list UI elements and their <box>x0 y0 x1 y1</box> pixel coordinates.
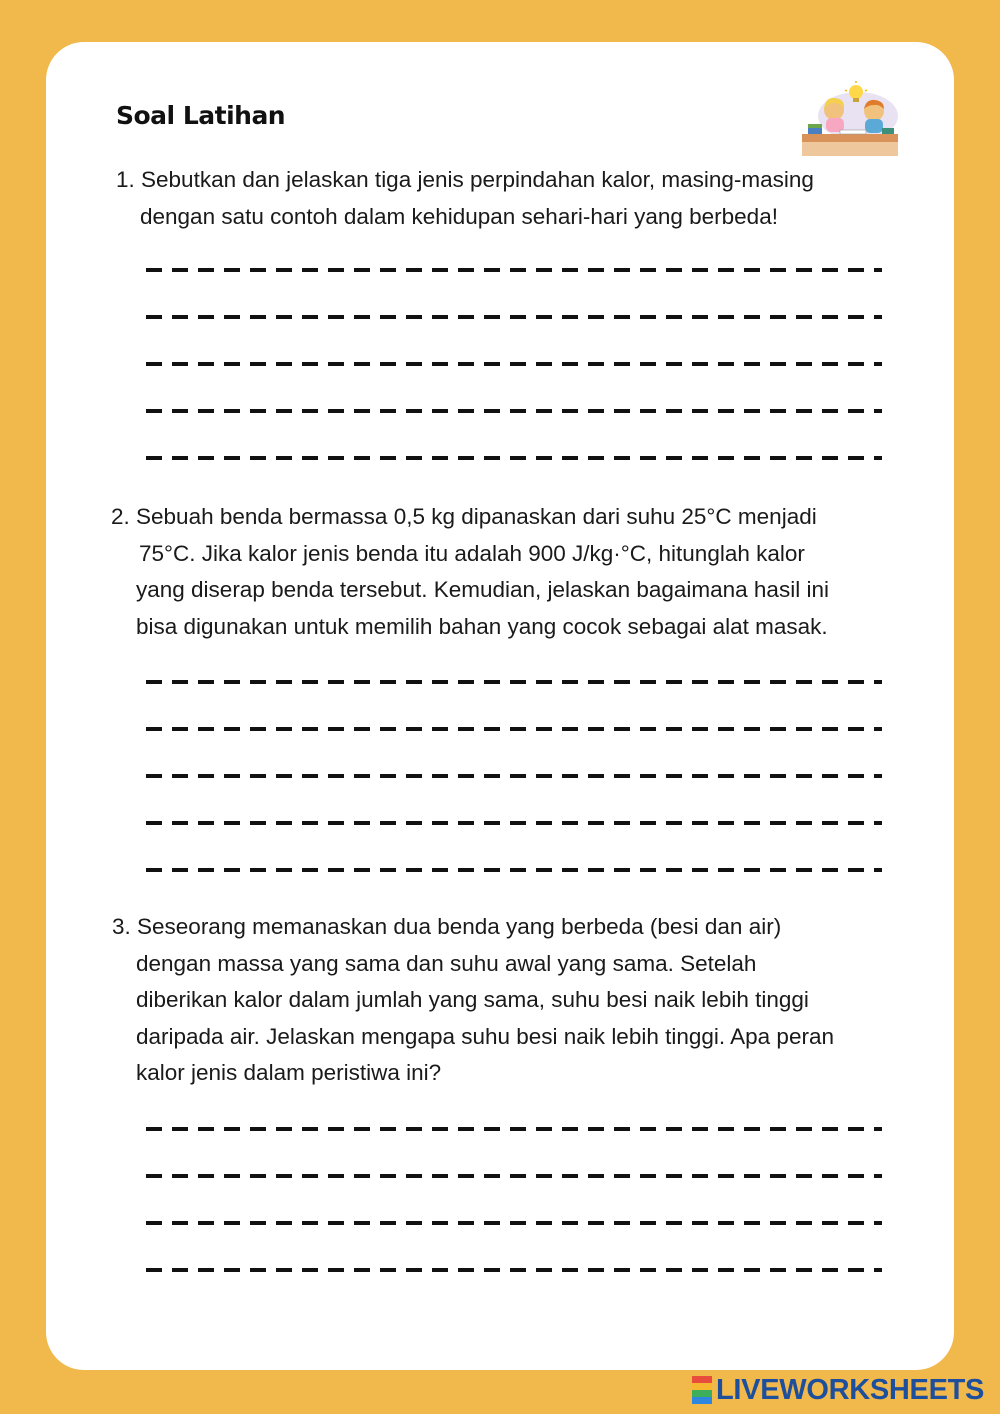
question-text-line: daripada air. Jelaskan mengapa suhu besi naik lebih tinggi. Apa peran <box>136 1023 834 1049</box>
answer-line[interactable] <box>146 315 882 319</box>
question-text-line: dengan satu contoh dalam kehidupan sehari-hari yang berbeda! <box>140 203 778 229</box>
question-text-line: kalor jenis dalam peristiwa ini? <box>136 1060 442 1085</box>
answer-line[interactable] <box>146 680 882 684</box>
liveworksheets-emblem-icon <box>692 1376 712 1404</box>
question-text-line: 75°C. Jika kalor jenis benda itu adalah 900 J/kg·°C, hitunglah kalor <box>139 540 805 566</box>
answer-line[interactable] <box>146 362 882 366</box>
answer-line[interactable] <box>146 409 882 413</box>
answer-line[interactable] <box>146 1127 882 1131</box>
brand-name: LIVEWORKSHEETS <box>716 1373 985 1406</box>
question-3 <box>0 909 834 1092</box>
liveworksheets-logo <box>692 1373 984 1407</box>
question-1 <box>0 162 814 235</box>
answer-line[interactable] <box>146 1174 882 1178</box>
answer-line[interactable] <box>146 774 882 778</box>
question-text-line: diberikan kalor dalam jumlah yang sama, suhu besi naik lebih tinggi <box>136 987 809 1012</box>
answer-line[interactable] <box>146 268 882 272</box>
answer-line[interactable] <box>146 1268 882 1272</box>
answer-line[interactable] <box>146 821 882 825</box>
answer-line[interactable] <box>146 456 882 460</box>
question-text-line: 3. Seseorang memanaskan dua benda yang berbeda (besi dan air) <box>112 914 782 939</box>
answer-line[interactable] <box>146 868 882 872</box>
answer-line[interactable] <box>146 1221 882 1225</box>
question-text-line: bisa digunakan untuk memilih bahan yang cocok sebagai alat masak. <box>136 613 828 639</box>
worksheet-card <box>46 42 954 1370</box>
question-2 <box>0 499 829 645</box>
question-text-line: dengan massa yang sama dan suhu awal yang sama. Setelah <box>136 950 757 976</box>
question-text-line: yang diserap benda tersebut. Kemudian, jelaskan bagaimana hasil ini <box>136 577 829 602</box>
question-text-line: 1. Sebutkan dan jelaskan tiga jenis perpindahan kalor, masing-masing <box>116 167 814 192</box>
question-text-line: 2. Sebuah benda bermassa 0,5 kg dipanaskan dari suhu 25°C menjadi <box>111 504 817 529</box>
students-studying-icon <box>798 80 902 162</box>
worksheet-title: Soal Latihan <box>116 101 286 130</box>
answer-line[interactable] <box>146 727 882 731</box>
